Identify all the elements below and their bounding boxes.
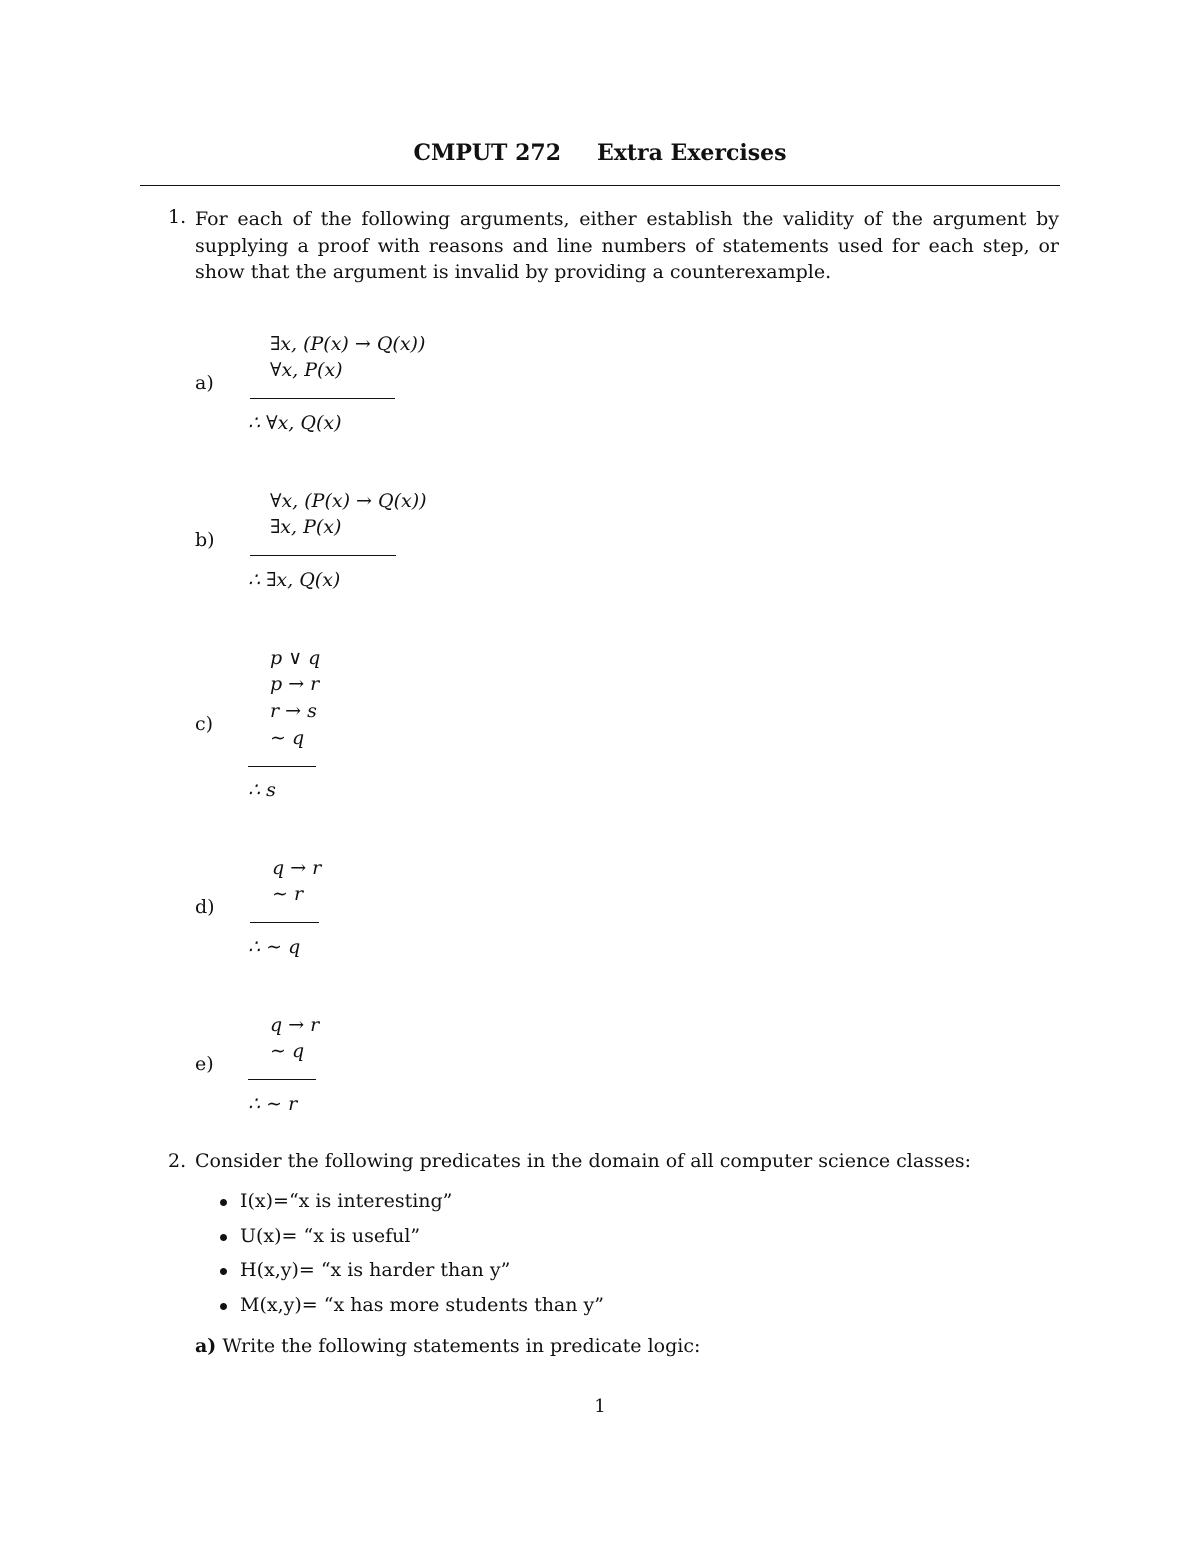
argument-label: b) <box>195 529 215 551</box>
premise: p ∨ q <box>270 647 321 669</box>
list-item <box>218 1294 604 1329</box>
premise: ∼ r <box>272 883 304 905</box>
list-item <box>218 1190 604 1225</box>
inference-line <box>248 1079 316 1080</box>
bullet-icon <box>220 1268 227 1275</box>
question-2-text: Consider the following predicates in the domain of all computer science classes: <box>195 1150 972 1172</box>
page-number: 1 <box>594 1396 606 1417</box>
subquestion-a-label: a) <box>195 1335 217 1357</box>
bullet-icon <box>220 1303 227 1310</box>
conclusion: ∴ ∼ r <box>248 1093 298 1115</box>
question-1-number: 1. <box>168 206 187 228</box>
document-title: Extra Exercises <box>597 140 787 166</box>
question-2-number: 2. <box>168 1150 187 1172</box>
predicate-definition: U(x)= “x is useful” <box>240 1224 421 1247</box>
premise: ∀x, (P(x) → Q(x)) <box>270 490 427 512</box>
subquestion-a <box>195 1335 700 1357</box>
inference-line <box>250 922 319 923</box>
premise: ∀x, P(x) <box>270 359 343 381</box>
bullet-icon <box>220 1234 227 1241</box>
inference-line <box>248 766 316 767</box>
argument-label: d) <box>195 896 215 918</box>
header-rule <box>140 185 1060 186</box>
predicate-list <box>218 1190 604 1328</box>
inference-line <box>250 398 395 399</box>
premise: q → r <box>270 1014 320 1036</box>
inference-line <box>250 555 396 556</box>
premise: r → s <box>270 700 317 722</box>
course-code: CMPUT 272 <box>413 140 561 166</box>
argument-label: a) <box>195 372 214 394</box>
subquestion-a-text: Write the following statements in predicate logic: <box>222 1335 701 1357</box>
premise: p → r <box>270 673 320 695</box>
conclusion: ∴ s <box>248 779 276 801</box>
list-item <box>218 1225 604 1260</box>
premise: ∃x, (P(x) → Q(x)) <box>270 333 426 355</box>
argument-label: e) <box>195 1053 214 1075</box>
bullet-icon <box>220 1199 227 1206</box>
question-1-text: For each of the following arguments, either establish the validity of the argument by supplying a proof with reasons and line numbers of statements used for each step, or show that the argument is invalid by providing a counterexample. <box>195 208 1059 283</box>
premise: q → r <box>272 857 322 879</box>
conclusion: ∴ ∃x, Q(x) <box>248 569 341 591</box>
conclusion: ∴ ∀x, Q(x) <box>248 412 342 434</box>
page-header <box>0 140 1200 166</box>
predicate-definition: M(x,y)= “x has more students than y” <box>240 1293 604 1316</box>
premise: ∼ q <box>270 1040 305 1062</box>
predicate-definition: H(x,y)= “x is harder than y” <box>240 1259 511 1281</box>
premise: ∃x, P(x) <box>270 516 342 538</box>
argument-label: c) <box>195 713 214 735</box>
list-item <box>218 1259 604 1294</box>
premise: ∼ q <box>270 727 305 749</box>
conclusion: ∴ ∼ q <box>248 936 301 958</box>
predicate-definition: I(x)=“x is interesting” <box>240 1190 453 1212</box>
